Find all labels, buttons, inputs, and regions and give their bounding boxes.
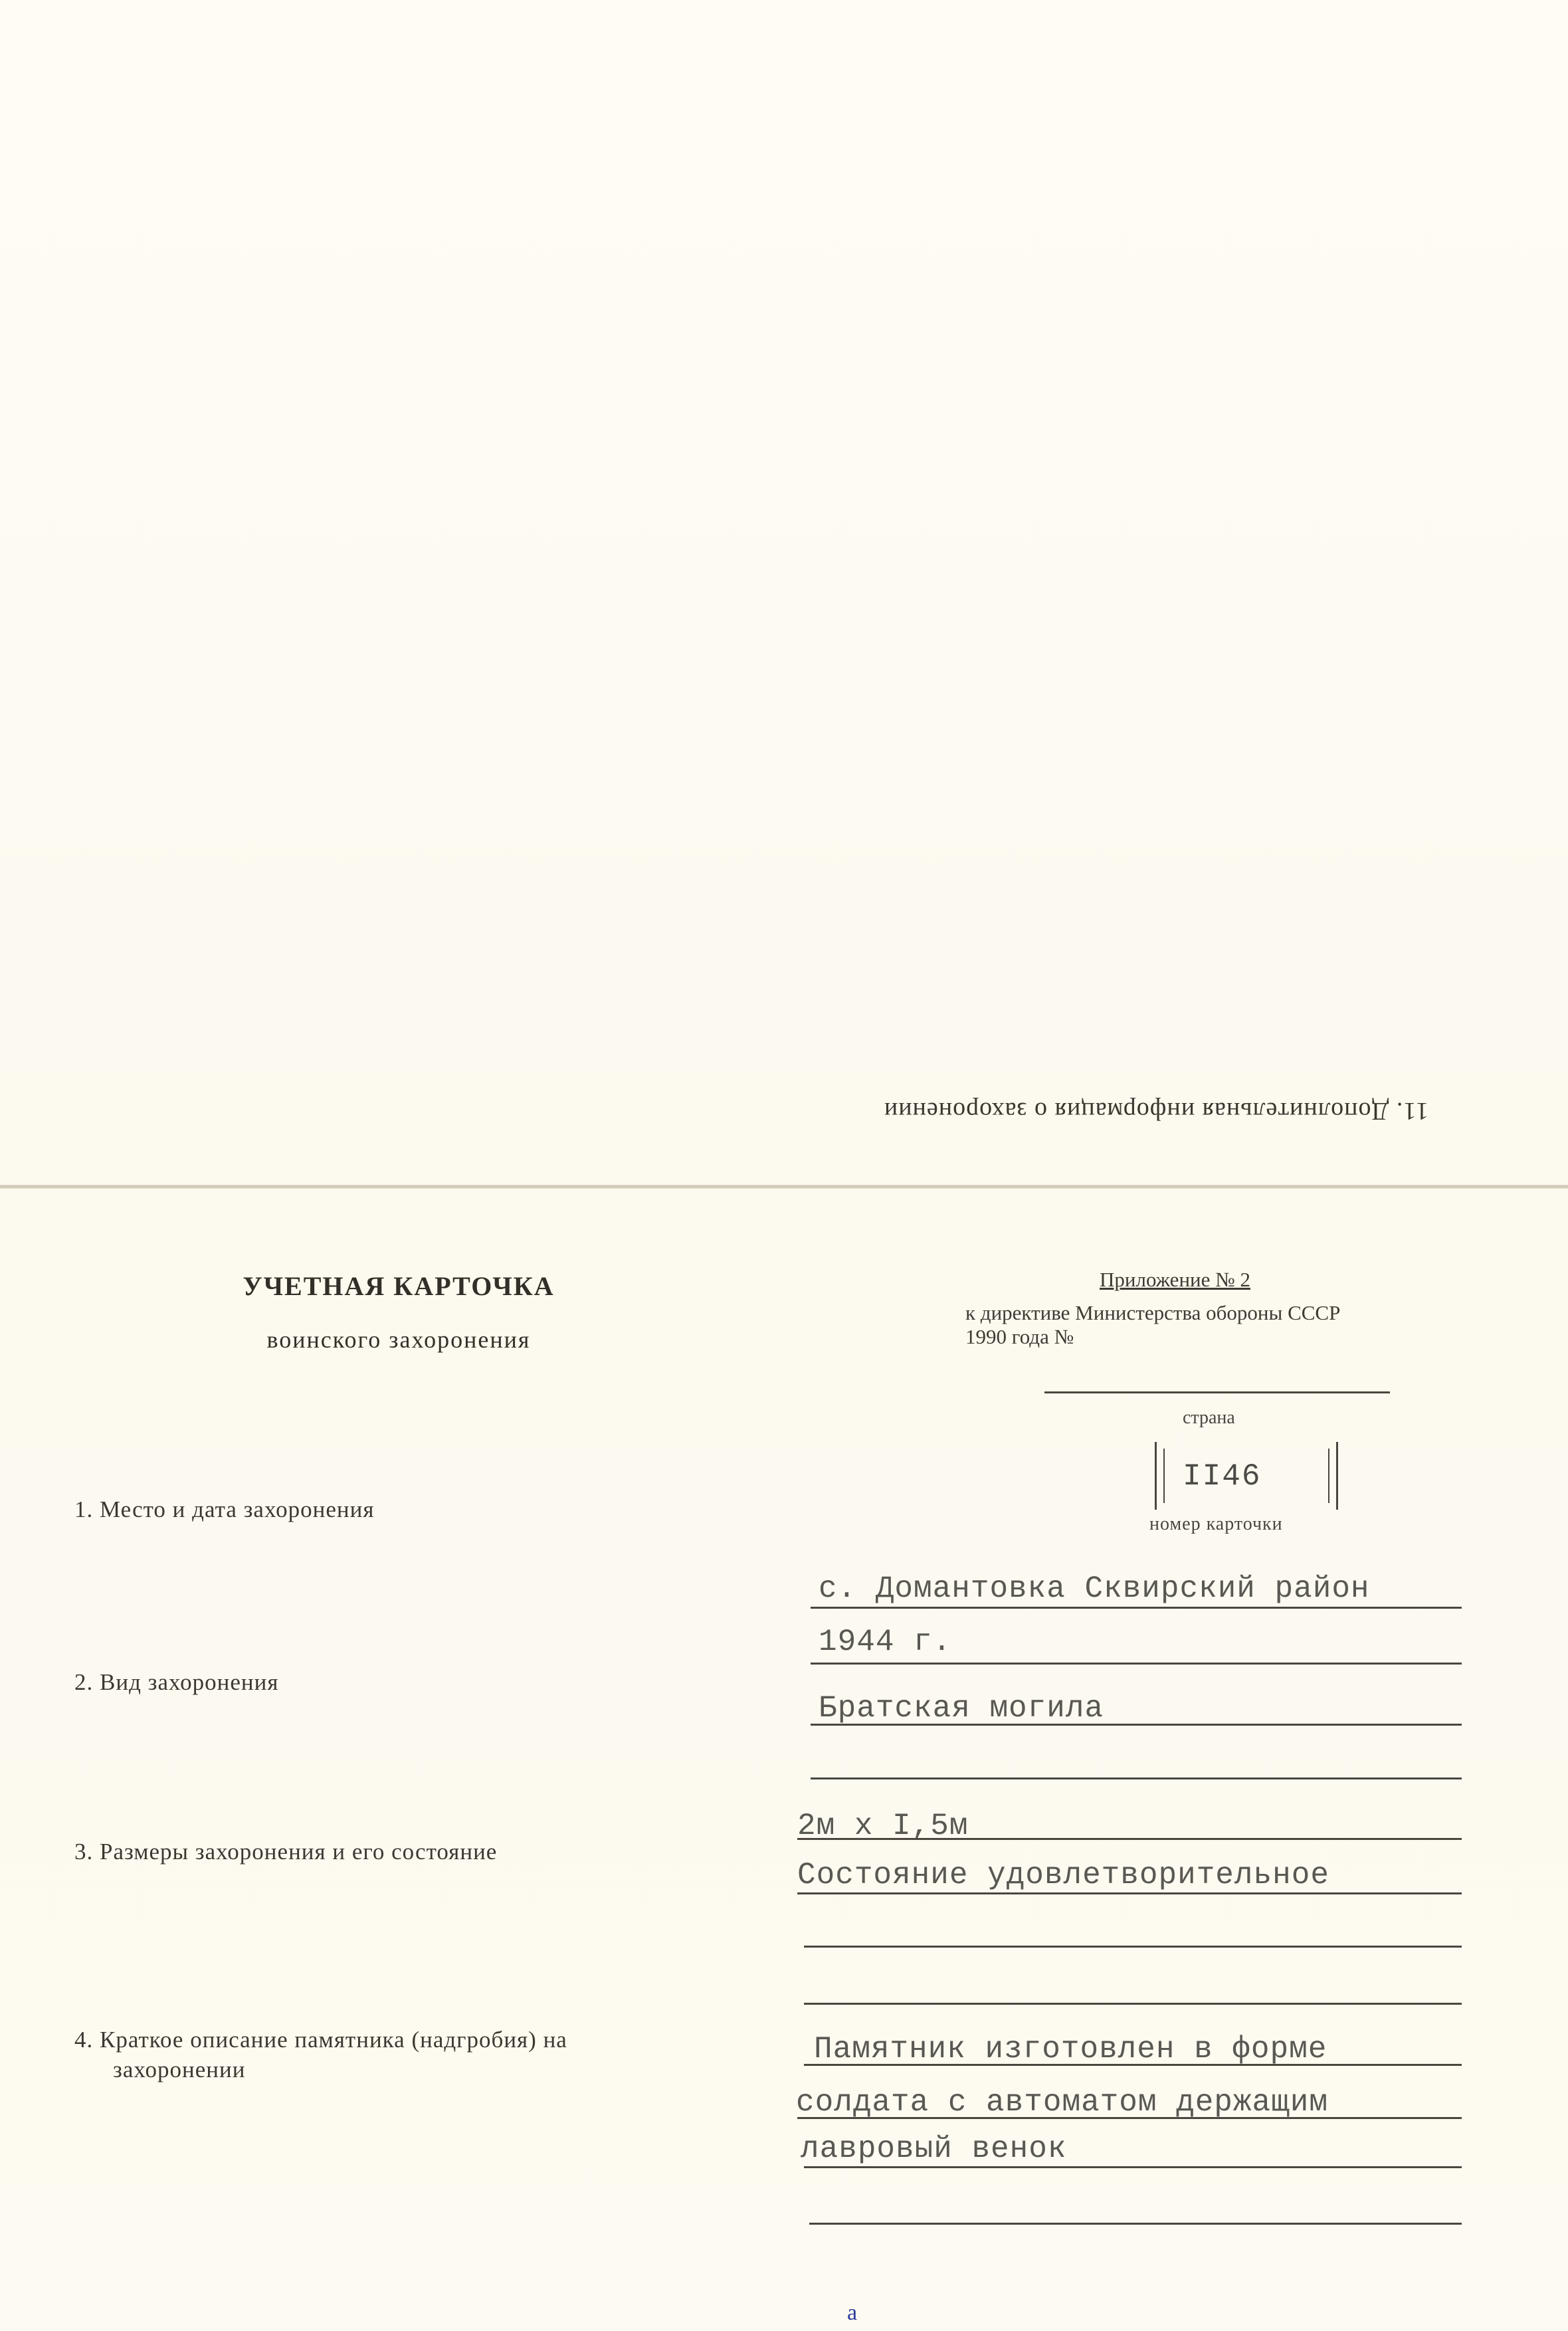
field-3-label: 3. Размеры захоронения и его состояние [74,1839,498,1865]
additional-info-heading: 11. Дополнительная информация о захоронении [883,1097,1428,1125]
field-4-rule-4 [809,2223,1462,2225]
field-1-value-line-1: с. Домантовка Сквирский район [819,1571,1370,1606]
field-2-rule-1 [811,1724,1462,1726]
field-4-value-line-1: Памятник изготовлен в форме [814,2032,1327,2067]
field-3-value-line-1: 2м х I,5м [797,1809,969,1843]
field-4-rule-2 [797,2117,1462,2119]
field-3-rule-4 [804,2003,1462,2005]
field-4-rule-1 [804,2064,1462,2066]
card-number: II46 [1183,1459,1262,1494]
field-4-value-line-2: солдата с автоматом держащим [796,2085,1328,2120]
directive-reference [965,1301,1470,1349]
handwritten-mark: а [847,2300,858,2325]
field-3-rule-1 [797,1838,1462,1840]
field-3-rule-2 [797,1892,1462,1894]
field-4-label-line-2: захоронении [113,2057,246,2082]
card-number-label: номер карточки [1149,1514,1283,1534]
card-title: УЧЕТНАЯ КАРТОЧКА [243,1271,555,1301]
field-2-value-line-1: Братская могила [819,1691,1104,1726]
card-subtitle: воинского захоронения [266,1326,531,1353]
field-2-rule-2 [811,1777,1462,1779]
field-1-rule-1 [811,1607,1462,1609]
field-4-label-line-1: 4. Краткое описание памятника (надгробия) на [74,2027,567,2053]
appendix-label: Приложение № 2 [1100,1268,1250,1291]
field-4-rule-3 [804,2166,1462,2168]
page-fold [0,1185,1568,1189]
directive-line-2: 1990 года № [965,1325,1074,1348]
field-1-rule-2 [811,1663,1462,1665]
directive-line-1: к директиве Министерства обороны СССР [965,1301,1341,1324]
field-3-rule-3 [804,1946,1462,1948]
field-3-value-line-2: Состояние удовлетворительное [797,1858,1329,1892]
field-1-value-line-2: 1944 г. [819,1625,952,1659]
country-line [1044,1391,1390,1393]
field-2-label: 2. Вид захоронения [74,1669,279,1695]
field-1-label: 1. Место и дата захоронения [74,1496,375,1522]
field-4-value-line-3: лавровый венок [801,2132,1067,2166]
country-label: страна [1183,1407,1235,1428]
